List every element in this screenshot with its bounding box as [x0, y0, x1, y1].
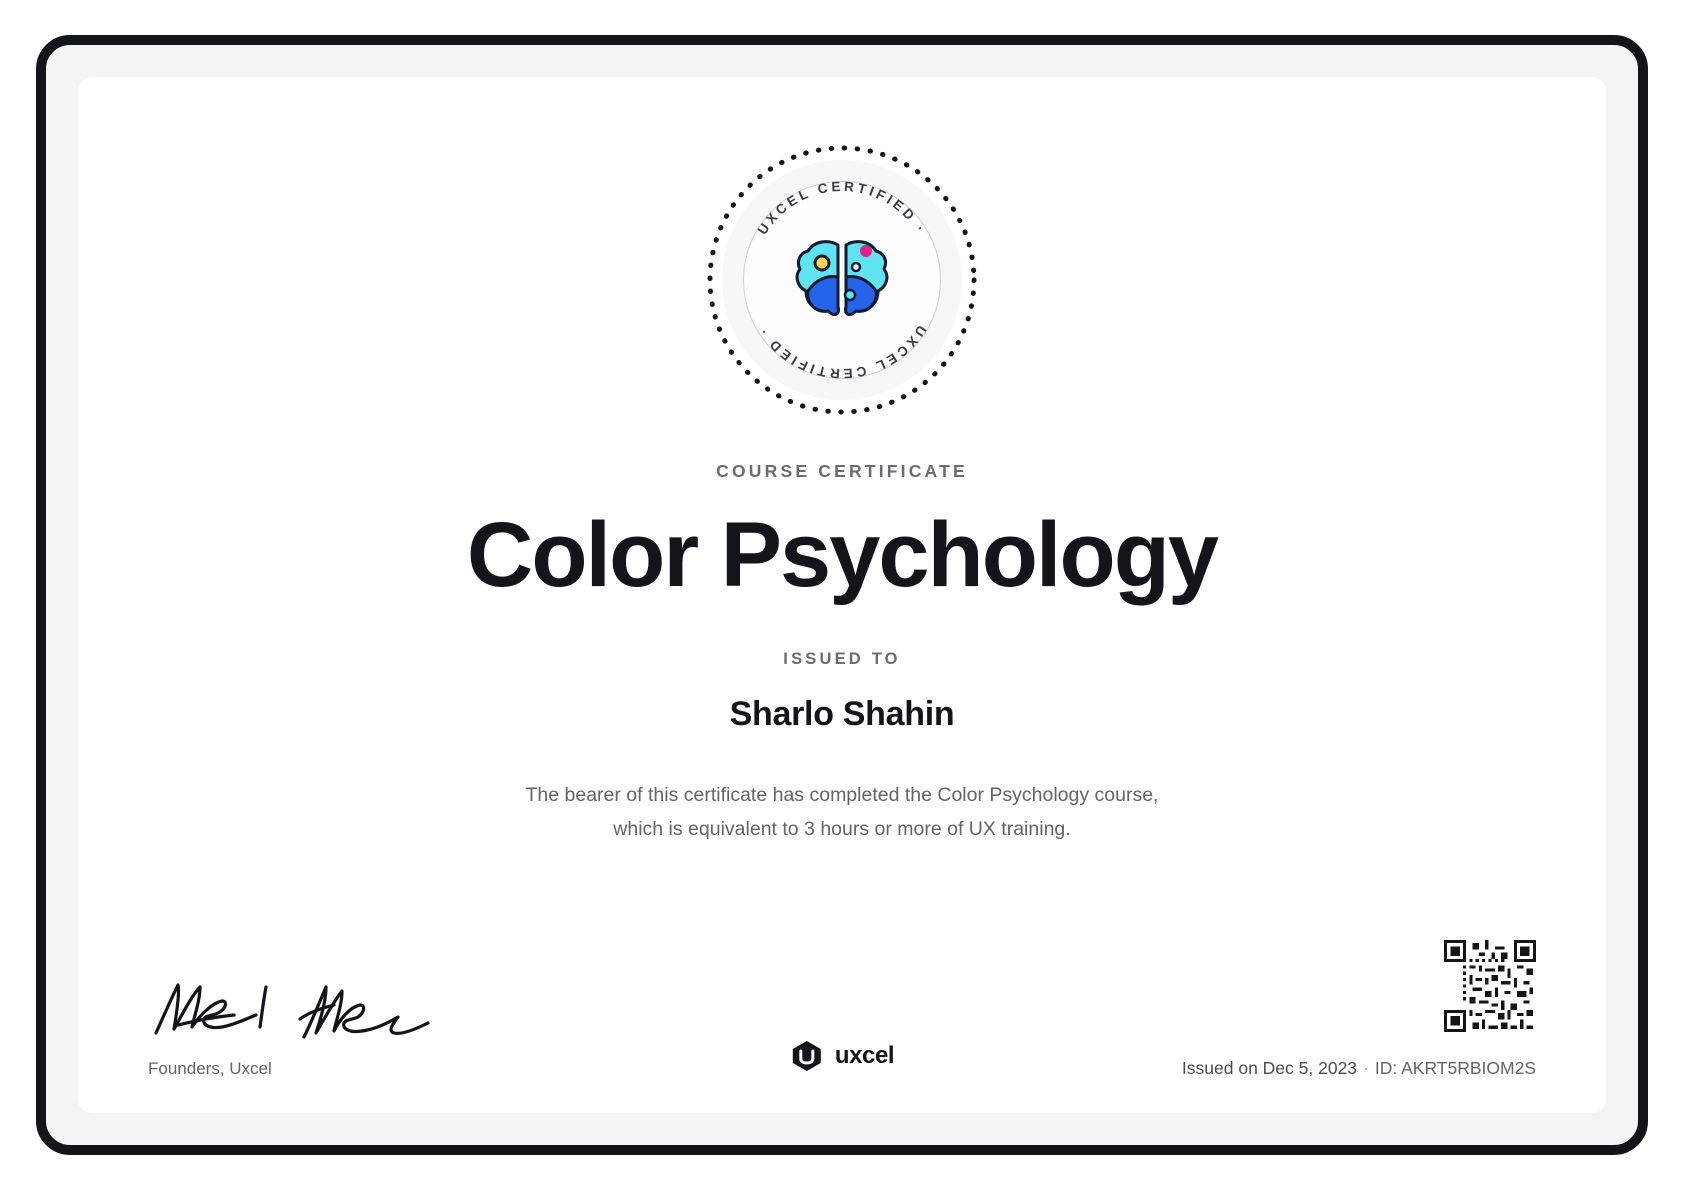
meta-separator: ·	[1363, 1058, 1369, 1078]
issued-to-label: ISSUED TO	[783, 649, 901, 668]
certificate-id: ID: AKRT5RBIOM2S	[1374, 1058, 1536, 1078]
founders-signature-icon	[148, 971, 448, 1049]
certificate-card	[78, 77, 1606, 1113]
seal-text-top: UXCEL CERTIFIED ·	[754, 178, 930, 238]
uxcel-brand-name: uxcel	[834, 1042, 895, 1069]
signature-caption: Founders, Uxcel	[148, 1059, 272, 1078]
description-line-2: which is equivalent to 3 hours or more of UX training.	[613, 817, 1071, 840]
issue-meta-line	[1182, 1058, 1536, 1079]
uxcel-logo-icon	[790, 1039, 824, 1073]
certificate-footer	[148, 929, 1536, 1079]
certificate-kicker: COURSE CERTIFICATE	[716, 461, 968, 481]
certificate-description	[526, 778, 1159, 846]
brain-icon	[794, 237, 890, 323]
certification-seal	[703, 141, 981, 419]
certificate-meta	[1182, 940, 1536, 1079]
issued-on-text: Issued on Dec 5, 2023	[1181, 1058, 1358, 1078]
uxcel-brand	[790, 1039, 894, 1073]
recipient-name: Sharlo Shahin	[729, 694, 955, 733]
description-line-1: The bearer of this certificate has completed the Color Psychology course,	[525, 783, 1159, 806]
course-title: Color Psychology	[466, 504, 1218, 606]
qr-code-icon	[1444, 940, 1536, 1032]
seal-text-bottom: UXCEL CERTIFIED ·	[754, 322, 930, 382]
signature-block	[148, 971, 488, 1079]
certificate-outer-frame	[36, 35, 1648, 1155]
